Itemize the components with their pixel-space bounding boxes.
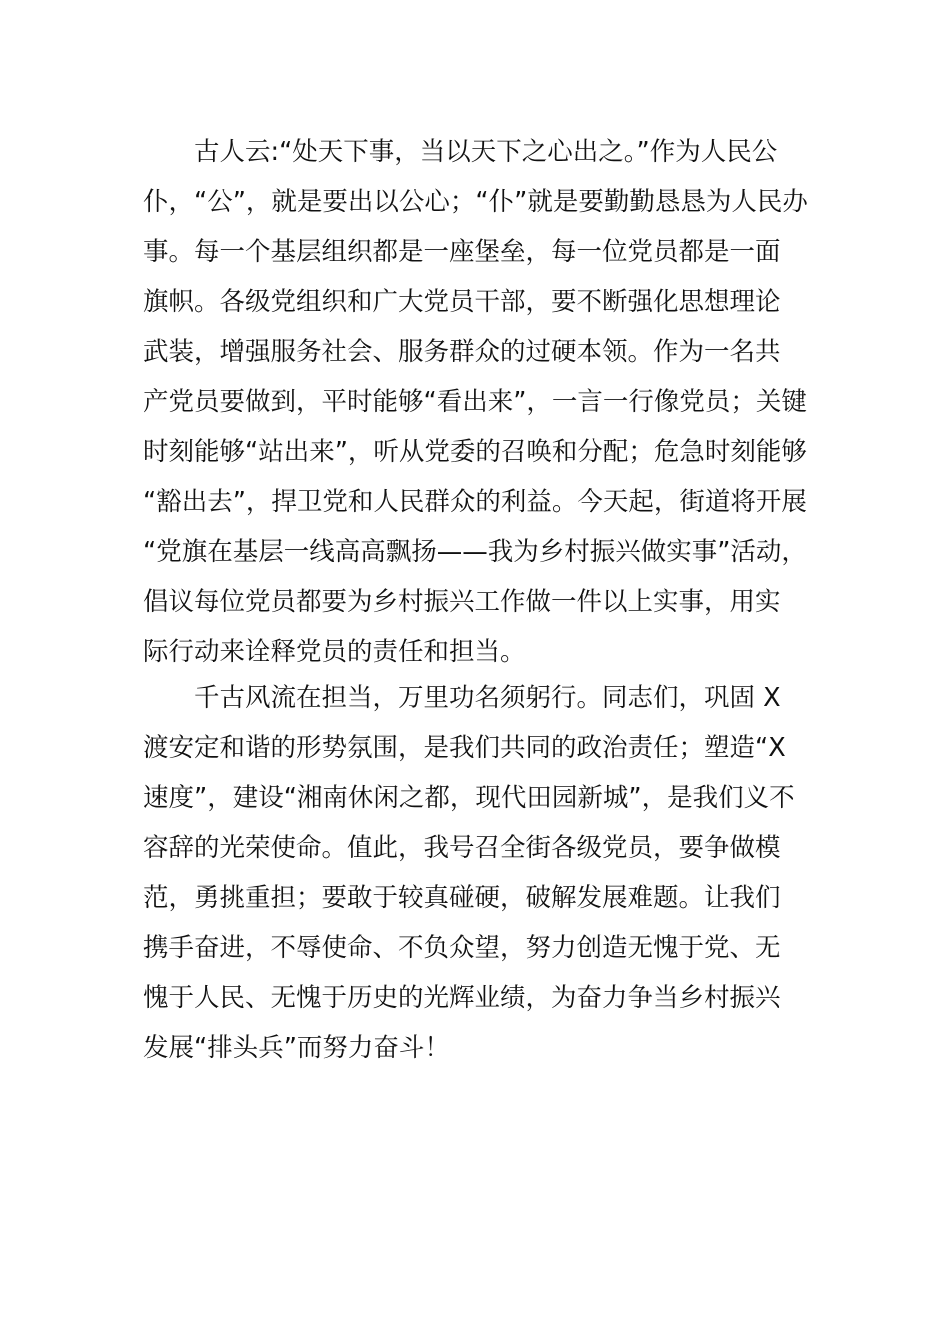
text-line: 武装，增强服务社会、服务群众的过硬本领。作为一名共 [143, 337, 781, 367]
text-line: 发展“排头兵”而努力奋斗！ [143, 1033, 450, 1063]
text-line: 愧于人民、无愧于历史的光辉业绩，为奋力争当乡村振兴 [143, 983, 781, 1013]
text-line: 产党员要做到，平时能够“看出来”，一言一行像党员；关键 [143, 387, 807, 417]
paragraph-2 [143, 673, 823, 1073]
text-line: 携手奋进，不辱使命、不负众望，努力创造无愧于党、无 [143, 933, 781, 963]
text-line: 仆，“公”，就是要出以公心；“仆”就是要勤勤恳恳为人民办 [143, 187, 808, 217]
text-line: 容辞的光荣使命。值此，我号召全街各级党员，要争做模 [143, 833, 781, 863]
text-line: 范，勇挑重担；要敢于较真碰硬，破解发展难题。让我们 [143, 883, 781, 913]
text-line: 古人云:“处天下事，当以天下之心出之。”作为人民公 [194, 137, 778, 167]
text-line: “豁出去”，捍卫党和人民群众的利益。今天起，街道将开展 [143, 487, 807, 517]
text-line: 速度”，建设“湘南休闲之都，现代田园新城”，是我们义不 [143, 783, 795, 813]
text-line: 倡议每位党员都要为乡村振兴工作做一件以上实事，用实 [143, 587, 781, 617]
text-line: 际行动来诠释党员的责任和担当。 [143, 637, 526, 667]
text-line: 时刻能够“站出来”，听从党委的召唤和分配；危急时刻能够 [143, 437, 807, 467]
text-line: 事。每一个基层组织都是一座堡垒，每一位党员都是一面 [143, 237, 781, 267]
text-line: 千古风流在担当，万里功名须躬行。同志们，巩固 X [194, 683, 781, 713]
text-line: 旗帜。各级党组织和广大党员干部，要不断强化思想理论 [143, 287, 781, 317]
paragraph-1 [143, 127, 823, 677]
text-line: 渡安定和谐的形势氛围，是我们共同的政治责任；塑造“X [143, 733, 786, 763]
text-line: “党旗在基层一线高高飘扬——我为乡村振兴做实事”活动， [143, 537, 807, 567]
